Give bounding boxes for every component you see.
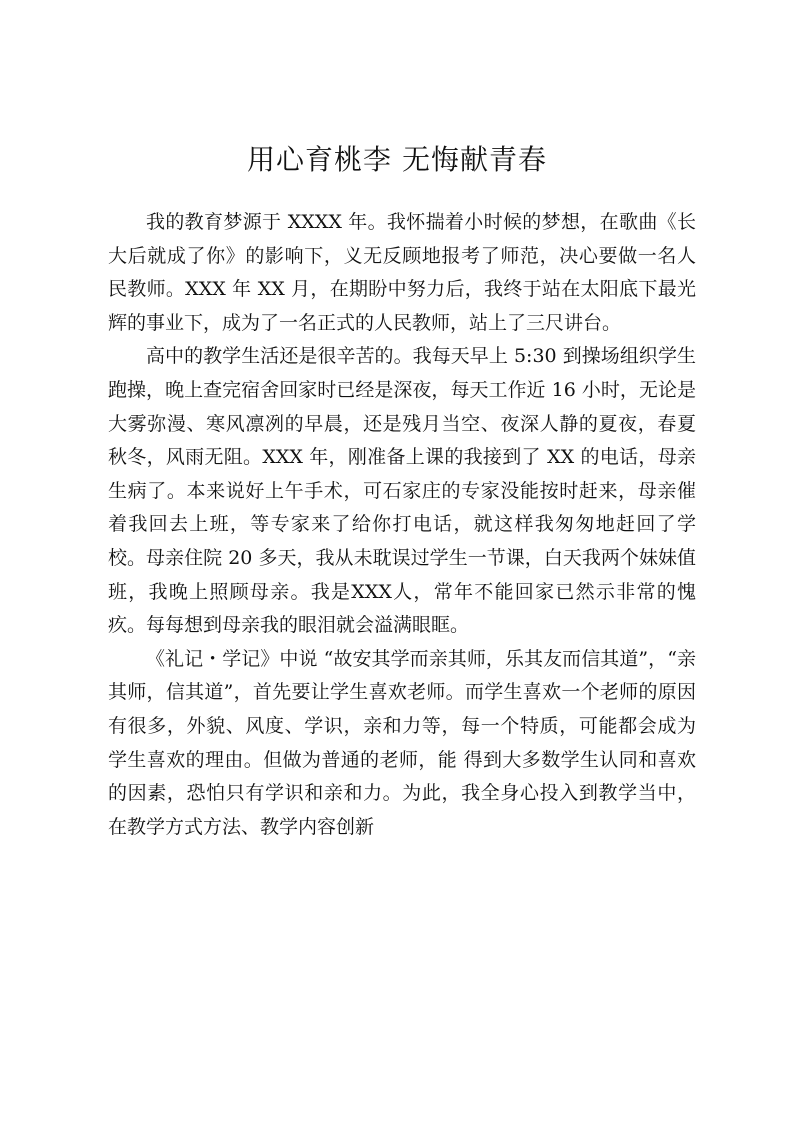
document-body bbox=[108, 206, 696, 844]
document-title: 用心育桃李 无悔献青春 bbox=[247, 143, 547, 176]
paragraph-1: 我的教育梦源于 XXXX 年。我怀揣着小时候的梦想，在歌曲《长大后就成了你》的影响下，义无反顾地报考了师范，决心要做一名人民教师。XXX 年 XX 月，在期盼中努力后，我终于站在太阳底下最光辉的事业下，成为了一名正式的人民教师，站上了三尺讲台。 bbox=[108, 211, 696, 334]
paragraph-2: 高中的教学生活还是很辛苦的。我每天早上 5:30 到操场组织学生跑操，晚上查完宿舍回家时已经是深夜，每天工作近 16 小时，无论是大雾弥漫、寒风凛冽的早晨，还是残月当空、夜深人静的夏夜，春夏秋冬，风雨无阻。XXX 年，刚准备上课的我接到了 XX 的电话，母亲生病了。本来说好上午手术，可石家庄的专家没能按时赶来，母亲催着我回去上班，等专家来了给你打电话，就这样我匆匆地赶回了学校。母亲住院 20 多天，我从未耽误过学生一节课，白天我两个妹妹值班，我晚上照顾母亲。我是XXX人，常年不能回家已然示非常的愧疚。每每想到母亲我的眼泪就会溢满眼眶。 bbox=[108, 345, 696, 637]
paragraph-3: 《礼记・学记》中说 “故安其学而亲其师，乐其友而信其道”，“亲其师，信其道”，首先要让学生喜欢老师。而学生喜欢一个老师的原因有很多，外貌、风度、学识，亲和力等，每一个特质，可能都会成为学生喜欢的理由。但做为普通的老师，能 得到大多数学生认同和喜欢的因素，恐怕只有学识和亲和力。为此，我全身心投入到教学当中，在教学方式方法、教学内容创新 bbox=[108, 647, 696, 838]
